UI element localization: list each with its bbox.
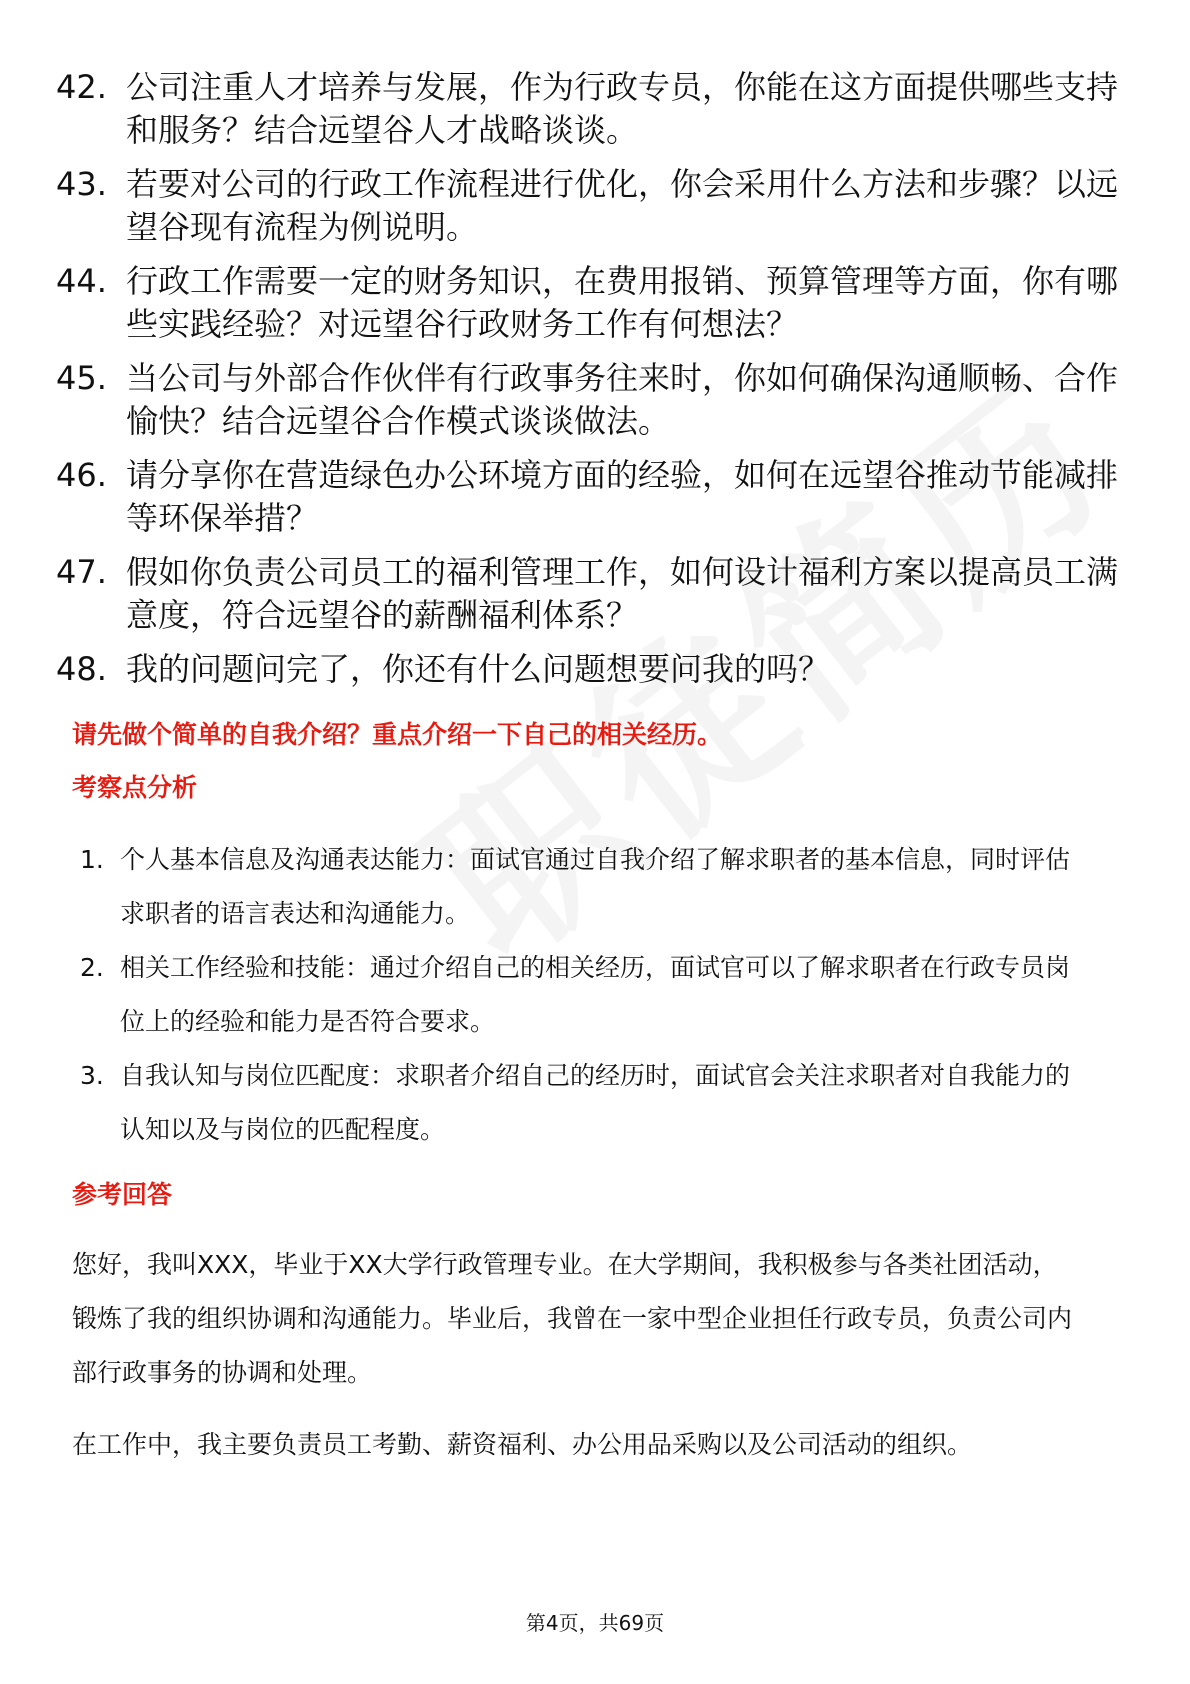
- analysis-heading: 考察点分析: [72, 773, 198, 802]
- question-item: [56, 648, 1136, 691]
- page-number-footer: 第4页，共69页: [525, 1611, 665, 1635]
- question-text: 若要对公司的行政工作流程进行优化，你会采用什么方法和步骤？以远望谷现有流程为例说明。: [126, 165, 1119, 246]
- question-number: 46.: [56, 456, 107, 494]
- analysis-point-text: 个人基本信息及沟通表达能力：面试官通过自我介绍了解求职者的基本信息，同时评估求职者的语言表达和沟通能力。: [120, 845, 1071, 928]
- intro-question-heading: 请先做个简单的自我介绍？重点介绍一下自己的相关经历。: [72, 720, 723, 749]
- question-item: [56, 163, 1136, 249]
- question-list: [56, 66, 1136, 702]
- question-number: 43.: [56, 165, 107, 203]
- answer-heading: 参考回答: [72, 1180, 173, 1209]
- question-number: 44.: [56, 262, 107, 300]
- question-text: 我的问题问完了，你还有什么问题想要问我的吗？: [126, 650, 831, 688]
- question-text: 请分享你在营造绿色办公环境方面的经验，如何在远望谷推动节能减排等环保举措？: [126, 456, 1119, 537]
- analysis-point-number: 2.: [80, 953, 104, 982]
- question-text: 行政工作需要一定的财务知识，在费用报销、预算管理等方面，你有哪些实践经验？对远望谷行政财务工作有何想法？: [126, 262, 1119, 343]
- answer-paragraph: 您好，我叫XXX，毕业于XX大学行政管理专业。在大学期间，我积极参与各类社团活动，锻炼了我的组织协调和沟通能力。毕业后，我曾在一家中型企业担任行政专员，负责公司内部行政事务的协调和处理。: [72, 1250, 1073, 1387]
- analysis-point-text: 自我认知与岗位匹配度：求职者介绍自己的经历时，面试官会关注求职者对自我能力的认知以及与岗位的匹配程度。: [120, 1061, 1071, 1144]
- question-number: 42.: [56, 68, 107, 106]
- question-item: [56, 260, 1136, 346]
- question-number: 47.: [56, 553, 107, 591]
- question-text: 假如你负责公司员工的福利管理工作，如何设计福利方案以提高员工满意度，符合远望谷的薪酬福利体系？: [126, 553, 1119, 634]
- analysis-point-number: 1.: [80, 845, 104, 874]
- analysis-point-text: 相关工作经验和技能：通过介绍自己的相关经历，面试官可以了解求职者在行政专员岗位上的经验和能力是否符合要求。: [120, 953, 1071, 1036]
- question-item: [56, 454, 1136, 540]
- analysis-point-list: [72, 833, 1072, 1157]
- analysis-point: [72, 941, 1072, 1049]
- question-text: 公司注重人才培养与发展，作为行政专员，你能在这方面提供哪些支持和服务？结合远望谷人才战略谈谈。: [126, 68, 1119, 149]
- analysis-point: [72, 833, 1072, 941]
- answer-paragraph: 在工作中，我主要负责员工考勤、薪资福利、办公用品采购以及公司活动的组织。: [72, 1430, 973, 1459]
- analysis-point: [72, 1049, 1072, 1157]
- question-item: [56, 357, 1136, 443]
- question-text: 当公司与外部合作伙伴有行政事务往来时，你如何确保沟通顺畅、合作愉快？结合远望谷合作模式谈谈做法。: [126, 359, 1119, 440]
- question-number: 45.: [56, 359, 107, 397]
- analysis-point-number: 3.: [80, 1061, 104, 1090]
- question-number: 48.: [56, 650, 107, 688]
- question-item: [56, 551, 1136, 637]
- question-item: [56, 66, 1136, 152]
